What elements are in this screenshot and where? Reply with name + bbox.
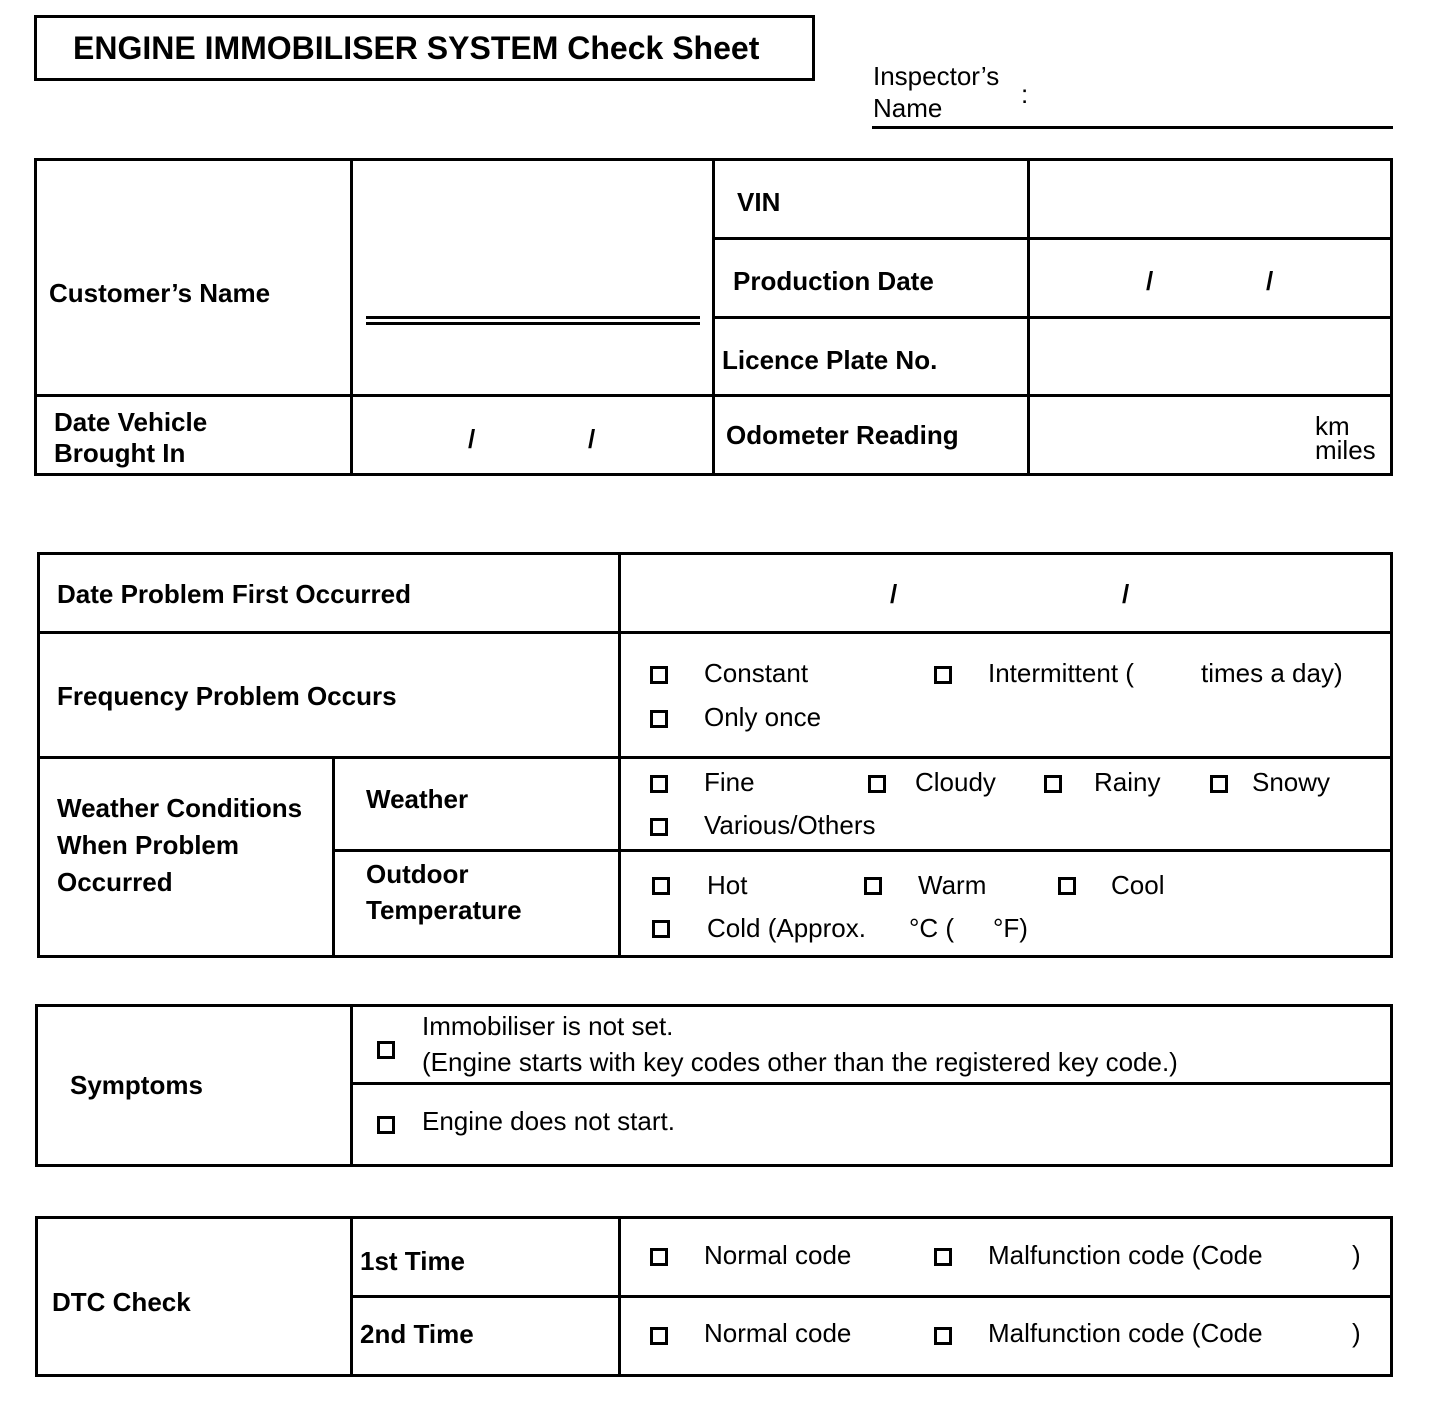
immobiliser-not-set-detail: (Engine starts with key codes other than the registered key code.): [422, 1047, 1178, 1077]
second-malfunction-code-text: Malfunction code (Code: [988, 1318, 1263, 1348]
outdoor-temp-label-2: Temperature: [366, 895, 522, 925]
immobiliser-not-set-text: Immobiliser is not set.: [422, 1011, 674, 1041]
hot-text: Hot: [707, 870, 748, 900]
hot-checkbox[interactable]: [652, 877, 670, 895]
first-occurred-slash: /: [1122, 579, 1130, 609]
inspector-label-line1: Inspector’s: [873, 61, 1000, 91]
date-brought-in-label-2: Brought In: [54, 438, 186, 468]
page-title: ENGINE IMMOBILISER SYSTEM Check Sheet: [73, 30, 760, 66]
production-date-slash: /: [1146, 266, 1154, 296]
rainy-checkbox[interactable]: [1044, 775, 1062, 793]
odometer-label: Odometer Reading: [726, 420, 959, 450]
symptoms-table: [35, 1004, 1393, 1167]
weather-conditions-label-1: Weather Conditions: [57, 793, 303, 823]
various-text: Various/Others: [704, 810, 876, 840]
intermittent-text: Intermittent (: [988, 658, 1134, 688]
various-checkbox[interactable]: [650, 818, 668, 836]
second-normal-code-text: Normal code: [704, 1318, 852, 1348]
fine-checkbox[interactable]: [650, 775, 668, 793]
first-normal-code-text: Normal code: [704, 1240, 852, 1270]
cold-checkbox[interactable]: [652, 920, 670, 938]
dtc-label: DTC Check: [52, 1287, 191, 1317]
outdoor-temp-label-1: Outdoor: [366, 859, 469, 889]
licence-plate-label: Licence Plate No.: [722, 345, 938, 375]
inspector-name-field[interactable]: [872, 126, 1393, 129]
odometer-unit-miles: miles: [1315, 435, 1376, 465]
engine-no-start-checkbox[interactable]: [377, 1116, 395, 1134]
production-date-slash: /: [1266, 266, 1274, 296]
warm-text: Warm: [918, 870, 987, 900]
weather-conditions-label-2: When Problem: [57, 830, 240, 860]
second-close-paren: ): [1352, 1318, 1361, 1348]
only-once-checkbox[interactable]: [650, 710, 668, 728]
symptoms-label: Symptoms: [70, 1070, 203, 1100]
first-close-paren: ): [1352, 1240, 1361, 1270]
first-malfunction-code-text: Malfunction code (Code: [988, 1240, 1263, 1270]
intermittent-checkbox[interactable]: [934, 666, 952, 684]
times-a-day-text: times a day): [1201, 658, 1343, 688]
weather-label: Weather: [366, 784, 469, 814]
date-brought-in-slash: /: [588, 424, 596, 454]
cool-checkbox[interactable]: [1058, 877, 1076, 895]
inspector-label-line2: Name: [873, 93, 943, 123]
snowy-checkbox[interactable]: [1210, 775, 1228, 793]
immobiliser-not-set-checkbox[interactable]: [377, 1041, 395, 1059]
deg-f-text: °F): [993, 913, 1028, 943]
first-occurred-slash: /: [890, 579, 898, 609]
second-malfunction-code-checkbox[interactable]: [934, 1327, 952, 1345]
date-brought-in-label-1: Date Vehicle: [54, 407, 208, 437]
first-normal-code-checkbox[interactable]: [650, 1248, 668, 1266]
warm-checkbox[interactable]: [864, 877, 882, 895]
second-normal-code-checkbox[interactable]: [650, 1327, 668, 1345]
date-brought-in-slash: /: [468, 424, 476, 454]
inspector-colon: :: [1021, 79, 1029, 109]
cloudy-checkbox[interactable]: [868, 775, 886, 793]
constant-checkbox[interactable]: [650, 666, 668, 684]
second-time-label: 2nd Time: [360, 1319, 474, 1349]
frequency-label: Frequency Problem Occurs: [57, 681, 397, 711]
rainy-text: Rainy: [1094, 767, 1161, 797]
customer-name-field[interactable]: [366, 316, 700, 319]
first-malfunction-code-checkbox[interactable]: [934, 1248, 952, 1266]
cloudy-text: Cloudy: [915, 767, 996, 797]
production-date-label: Production Date: [733, 266, 934, 296]
customer-name-label: Customer’s Name: [49, 278, 271, 308]
engine-no-start-text: Engine does not start.: [422, 1106, 675, 1136]
fine-text: Fine: [704, 767, 755, 797]
snowy-text: Snowy: [1252, 767, 1331, 797]
vin-label: VIN: [737, 187, 781, 217]
constant-text: Constant: [704, 658, 809, 688]
first-time-label: 1st Time: [360, 1246, 466, 1276]
deg-c-text: °C (: [909, 913, 955, 943]
first-occurred-label: Date Problem First Occurred: [57, 579, 411, 609]
weather-conditions-label-3: Occurred: [57, 867, 173, 897]
odometer-unit-km: km: [1315, 411, 1350, 441]
cold-text: Cold (Approx.: [707, 913, 866, 943]
only-once-text: Only once: [704, 702, 822, 732]
cool-text: Cool: [1111, 870, 1165, 900]
